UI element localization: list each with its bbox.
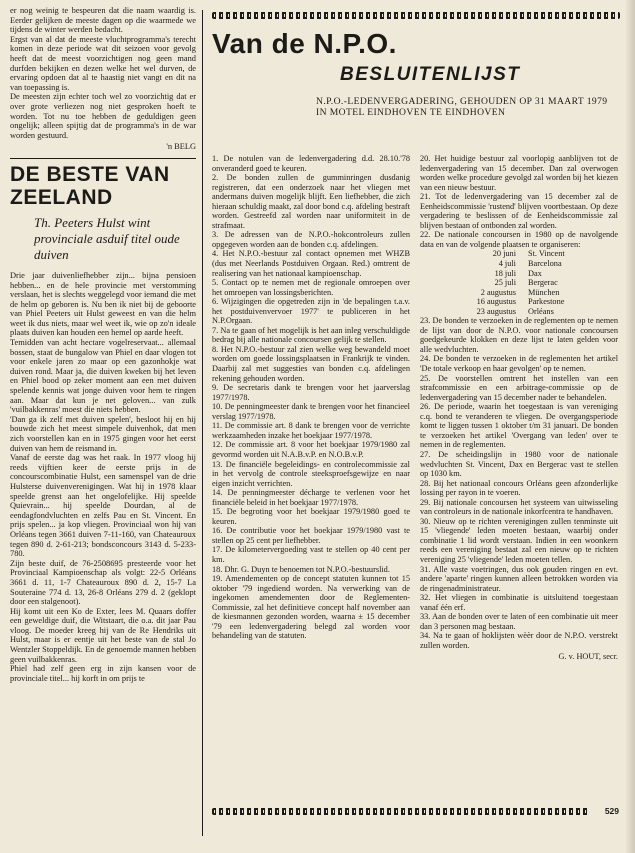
decision-item: 24. De bonden te verzoeken in de reglementen het artikel 'De totale verkoop en haar gevolgen' op te nemen. [420,354,618,374]
article-paragraph: Drie jaar duivenliefhebber zijn... bijna pensioen hebben... en de hele provincie met verstomming verslaan, het is slechts weggelegd voor iemand die met de helm op geboren is. Nu ben ik niet bij de geboorte van Phiel Peeters uit Hulst geweest en van die helm weet ik dus niets, maar wel weet ik, wie op zo'n ideale plaats duiven kan houden een hemel op aarde heeft. [10,270,196,338]
middle-column [212,154,410,641]
decision-item: 30. Nieuw op te richten verenigingen zullen tenminste uit 15 'vliegende' leden moeten bestaan, waarbij onder combinatie 1 lid wordt verstaan. Indien in een woonkern reeds een vereniging bestaat zal een nieuw op te richten vereniging 25 'vliegende' leden moeten tellen. [420,516,618,564]
decision-item: 13. De financiële begeleidings- en controlecommissie zal in het vervolg de controle steeksproefsgewijze en naar eigen inzicht verrichten. [212,459,410,488]
vertical-rule [202,10,203,836]
section-title: Van de N.P.O. [212,28,397,59]
concours-date: 2 augustus [480,287,516,297]
decisions-after-dates [420,316,618,650]
decision-item: 14. De penningmeester décharge te verlenen voor het financiële beleid in het boekjaar 1977/1978. [212,488,410,507]
decision-item: 2. De bonden zullen de gumminringen dusdanig registreren, dat een onderzoek naar het vliegen met andermans duiven mogelijk blijft. Een liefhebber, die zich hieraan schuldig maakt, zal door bond c.q. afdeling bestraft worden. Gestreefd zal worden naar uniformiteit in de strafmaat. [212,173,410,230]
article-paragraph: 'Dan ga ik zelf met duiven spelen', besloot hij en hij bouwde zich het meest simpele duivenhok, dat men zich voorstellen kan en in 1975 gingen voor het eerst duiven van hem de reismand in. [10,414,196,453]
article-title: DE BESTE VAN ZEELAND [10,162,170,209]
decision-item: 20. Het huidige bestuur zal voorlopig aanblijven tot de ledenvergadering van 15 december. Dan zal overwogen worden welke procedure gevolgd zal worden bij het kiezen van een nieuw bestuur. [420,154,618,192]
article-paragraph: Temidden van acht hectare vogelreservaat... allemaal bossen, staat de bungalow van Phiel en daar vlogen tot voor enkele jaren zo maar op een gazonhokje wat duiven rond. Maar ja, die duiven kweken bij het leven en Phiel bood op zeker moment aan een met duiven spelende kennis wat jonge duiven voor hem te ringen aan. Maar dat kun je net geloven... van zulk 'vuilbakkenras' moest die niets hebben. [10,338,196,415]
concours-date: 23 augustus [476,306,516,316]
article-paragraph: Phiel had zelf geen erg in zijn kansen voor de provinciale titel... hij korft in om prijs te [10,664,196,683]
meeting-subtitle: N.P.O.-LEDENVERGADERING, GEHOUDEN OP 31 MAART 1979 IN MOTEL EINDHOVEN TE EINDHOVEN [316,96,608,118]
decision-item: 17. De kilometervergoeding vast te stellen op 40 cent per km. [212,545,410,564]
concours-place: Parkestone [528,297,565,307]
concours-date: 16 augustus [476,297,516,307]
concours-date: 4 juli [498,259,516,269]
decision-item: 12. De commissie art. 8 voor het boekjaar 1979/1980 zal gevormd worden uit N.A.B.v.P. en N.O.B.v.P. [212,440,410,459]
concours-place: München [528,287,560,297]
decision-item: 16. De contributie voor het boekjaar 1979/1980 vast te stellen op 25 cent per liefhebber. [212,526,410,545]
decision-item: 22. De nationale concoursen in 1980 op de navolgende data en van de volgende plaatsen te organiseren: [420,230,618,249]
intro-text [10,6,196,140]
article-body [10,271,196,684]
concours-date-row [440,269,565,279]
decision-item: 18. Dhr. G. Duyn te benoemen tot N.P.O.-bestuurslid. [212,564,390,574]
concours-date-row [440,297,565,307]
author-signoff: 'n BELG [166,142,196,152]
page-fold-shadow [625,0,635,853]
intro-paragraph: De meesten zijn echter toch wel zo voorzichtig dat er over grote verliezen nog niet gesproken hoeft te worden. Tot nu toe hebben de geduldigen geen ongelijk; alleen spijtig dat de programma's in de war worden gestuurd. [10,92,196,140]
decision-item: 23. De bonden te verzoeken in de reglementen op te nemen de lijst van door de N.P.O. voor nationale concoursen goedgekeurde klokken en deze lijst te laten gelden voor alle wedvluchten. [420,316,618,354]
article-subtitle: Th. Peeters Hulst wint provinciale asduif titel oude duiven [34,214,180,262]
intro-paragraph: er nog weinig te bespeuren dat die naam waardig is. Eerder gelijken de meeste dagen op die waarmede we tijdens de winter werden bedacht. [10,6,196,35]
concours-dates-table [440,249,565,316]
decision-item: 6. Wijzigingen die opgetreden zijn in 'de bepalingen t.a.v. het postduivenvervoer 1977' te publiceren in het N.P.Orgaan. [212,297,410,326]
concours-place: St. Vincent [528,249,565,259]
decision-item: 10. De penningmeester dank te brengen voor het financieel verslag 1977/1978. [212,402,410,421]
decision-item: 31. Alle vaste voetringen, dus ook gouden ringen en evt. andere 'aparte' ringen kunnen alleen betrokken worden via de ringenadministrateur. [420,564,618,593]
decision-item: 5. Contact op te nemen met de regionale omroepen over het omroepen van lossingsberichten. [212,278,410,297]
article-paragraph: Vanaf de eerste dag was het raak. In 1977 vloog hij reeds vijftien keer de eerste prijs in de concourscombinatie Hulst, een samenspel van de drie Hulsterse duivenverenigingen. Wat hij in 1978 klaar speelde grenst aan het ongelofelijke. Hij speelde Quievrain... hij speelde Dourdan, al de eendagfondvluchten en zelfs Pau en St. Vincent. En prijs spelen... ja kop vliegen. Provinciaal won hij van Orléans tegen 3661 duiven 7-11-160, van Chateauroux tegen 890 d. 2-61-213; bondsconcours 3143 d. 5-233-780. [10,453,196,559]
concours-place: Orléans [528,306,554,316]
top-ornament-rule [212,12,620,19]
concours-date-row [440,307,565,317]
concours-place: Bergerac [528,278,558,288]
decision-item: 15. De begroting voor het boekjaar 1979/1980 goed te keuren. [212,507,410,526]
bottom-ornament-rule [212,808,590,815]
intro-paragraph: Ergst van al dat de meeste vluchtprogramma's terecht komen in deze periode wat dit seizoen voor gevolg heeft dat de meest voorzichtigen nog geen mand durfden bekijken en dezen welke het wel durven, de ervaring opdoen dat al te haastig niet vangt en dit na van toepassing is. [10,34,196,92]
decision-item: 32. Het vliegen in combinatie is uitsluitend toegestaan vanaf één erf. [420,593,618,612]
concours-date-row [440,259,565,269]
decision-item: 11. De commissie art. 8 dank te brengen voor de verrichte werkzaamheden inzake het boekjaar 1977/1978. [212,421,410,440]
decision-item: 4. Het N.P.O.-bestuur zal contact opnemen met WHZB (dus met Neerlands Postduiven Orgaan. Red.) omtrent de realisering van het nationaal kampioenschap. [212,249,410,278]
concours-date-row [440,249,565,259]
concours-date: 25 juli [494,278,516,288]
right-column [420,154,618,662]
article-paragraph: Hij komt uit een Ko de Exter, lees M. Quaars doffer een geweldige duif, die Witstaart, die o.a. dit jaar Pau vloog. De moeder kreeg hij van de Re Hendriks uit Hulst, maar is er eentje uit het beste van de stal Jo Wentzler Stoppeldijk. En de genoemde mannen hebben geen vuilbakkenras. [10,606,196,664]
decision-item: 7. Na te gaan of het mogelijk is het aan inleg verschuldigde bedrag bij alle nationale concoursen gelijk te stellen. [212,325,410,345]
decision-item: 21. Tot de ledenvergadering van 15 december zal de Eenheidscommissie 'rustend' blijven voortbestaan. Op deze vergadering te beslissen of de Eenheidscommissie zal blijven bestaan of ontbonden zal worden. [420,192,618,230]
left-column [10,6,196,683]
decision-item: 28. Bij het nationaal concours Orléans geen afzonderlijke lossing per rayon in te voeren. [420,478,618,498]
decision-item: 29. Bij nationale concoursen het systeem van uitwisseling van controleurs in de nationale inkorfcentra te handhaven. [420,497,618,517]
decision-item: 9. De secretaris dank te brengen voor het jaarverslag 1977/1978. [212,383,410,402]
decision-item: 33. Aan de bonden over te laten of een combinatie uit meer dan 3 personen mag bestaan. [420,612,618,631]
concours-place: Dax [528,268,542,278]
page-number: 529 [604,806,619,816]
decision-item: 25. De voorstellen omtrent het instellen van een strafcommissie en een arbitrage-commissie op de ledenvergadering van 15 december nader te behandelen. [420,373,618,402]
decision-item: 3. De adressen van de N.P.O.-hokcontroleurs zullen opgegeven worden aan de bonden c.q. afdelingen. [212,230,410,249]
secretary-signature: G. v. HOUT, secr. [558,652,618,662]
column-divider [10,158,196,159]
concours-date: 20 juni [492,249,516,259]
decision-item: 1. De notulen van de ledenvergadering d.d. 28.10.'78 onveranderd goed te keuren. [212,154,410,173]
decision-item: 8. Het N.P.O.-bestuur zal zien welke weg bewandeld moet worden om goede lossingsplaatsen in Frankrijk te vinden. Daarbij zal met suggesties van bonden c.q. afdelingen rekening gehouden worden. [212,344,410,383]
decision-item: 26. De periode, waarin het toegestaan is van vereniging c.q. bond te veranderen te vliegen. De overgangsperiode komt te liggen tussen 1 oktober t/m 31 januari. De bonden te verzoeken het artikel 'Overgang van leden' over te nemen in de reglementen. [420,402,618,450]
article-paragraph: Zijn beste duif, de 76-2508695 presteerde voor het Provinciaal Kampioenschap als volgt: 22-5 Orléans 3661 d. 11, 1-7 Chateauroux 890 d. 2, 15-7 La Souteraine 774 d. 13, 26-8 Orléans 279 d. 2 (geklopt door een stalgenoot). [10,558,196,607]
concours-date-row [440,288,565,298]
concours-date: 18 juli [494,268,516,278]
decision-item: 19. Amendementen op de concept statuten kunnen tot 15 oktober '79 ingediend worden. Na verwerking van de ingekomen amendementen door de Reglementen-Commissie, zal het definitieve concept half november aan de kiesmannen gezonden worden, waarna ± 15 december '79 een ledenvergadering belegd zal worden voor behandeling van de statuten. [212,574,410,641]
list-title: BESLUITENLIJST [340,64,521,85]
concours-place: Barcelona [528,259,562,269]
decision-item: 27. De scheidingslijn in 1980 voor de nationale wedvluchten St. Vincent, Dax en Bergerac vast te stellen op 1030 km. [420,449,618,479]
concours-date-row [440,278,565,288]
decision-item: 34. Na te gaan of hoklijsten wèèr door de N.P.O. verstrekt zullen worden. [420,631,618,650]
decisions-before-dates [420,154,618,249]
